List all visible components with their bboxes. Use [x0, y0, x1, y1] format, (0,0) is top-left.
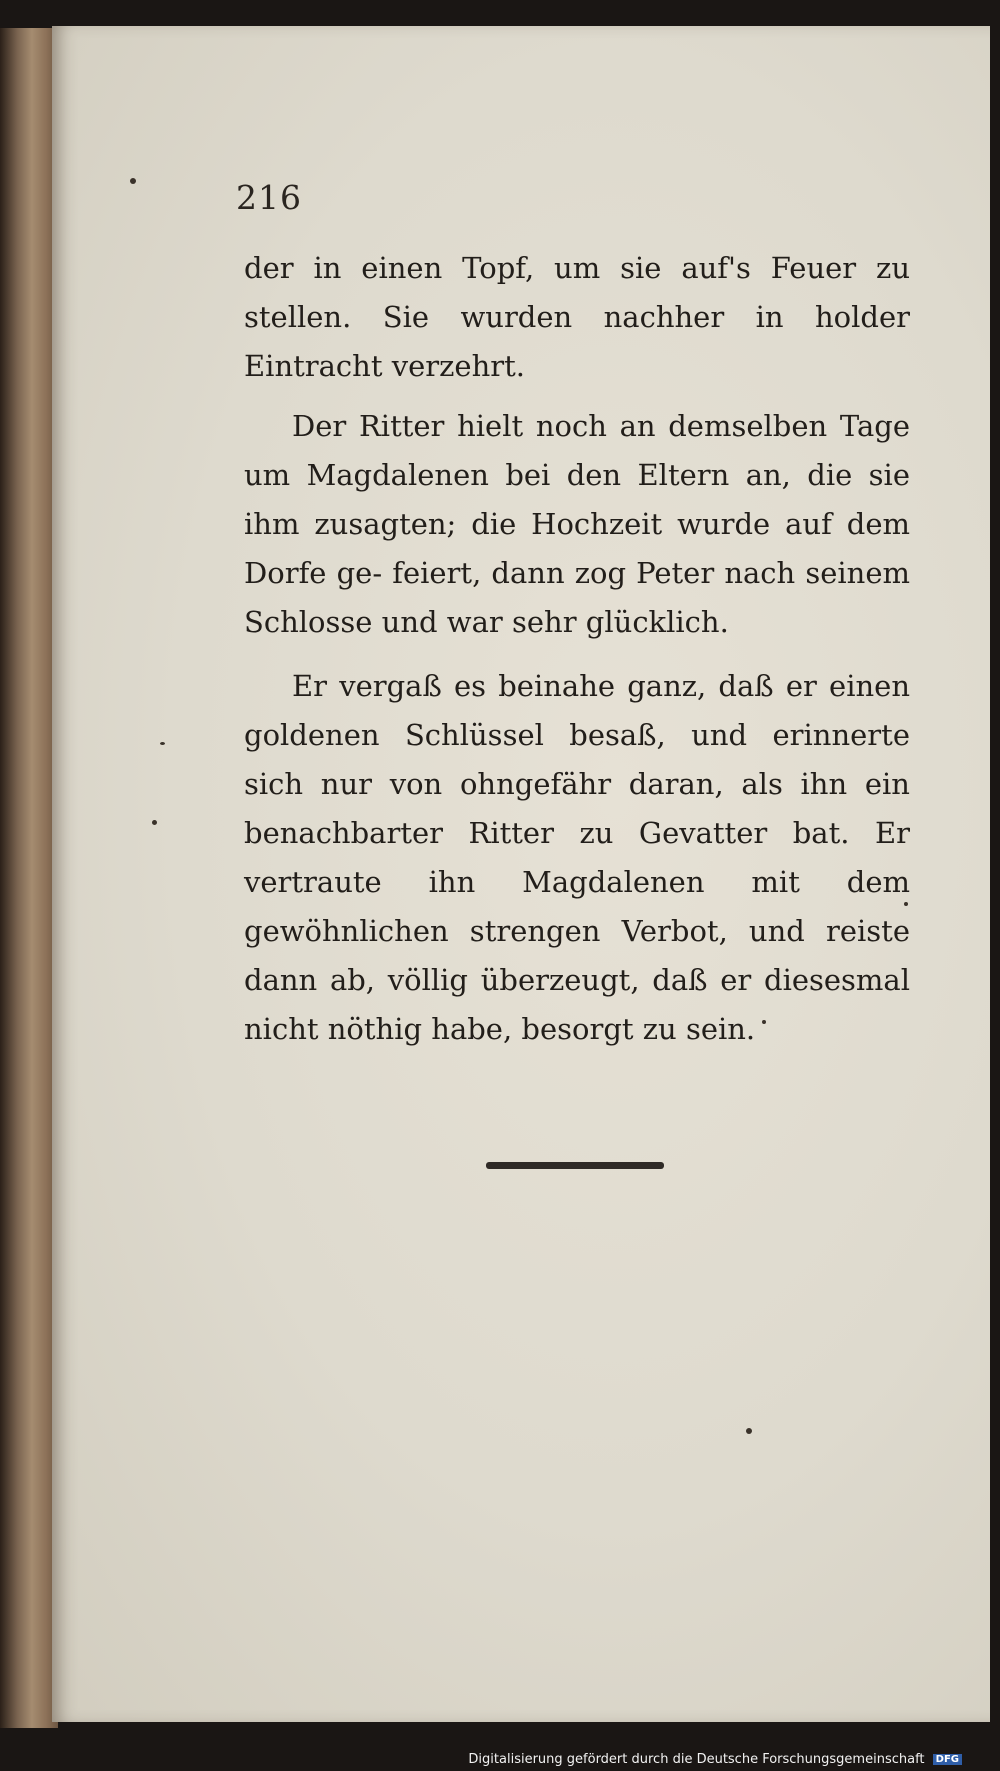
paper-speck [130, 178, 136, 184]
paragraph-1: der in einen Topf, um sie auf's Feuer zu stellen. Sie wurden nachher in holder Eintracht verzehrt. [244, 251, 910, 383]
end-of-chapter-rule [486, 1162, 664, 1169]
footer-credit: Digitalisierung gefördert durch die Deutsche Forschungsgemeinschaft [468, 1752, 925, 1767]
paper-speck [746, 1428, 752, 1434]
book-edge [0, 28, 58, 1728]
paragraph-2: Der Ritter hielt noch an demselben Tage um Magdalenen bei den Eltern an, die sie ihm zusagten; die Hochzeit wurde auf dem Dorfe ge- feiert, dann zog Peter nach seinem Schlosse und war sehr glücklich. [244, 409, 910, 639]
paper-speck [160, 742, 165, 745]
digitization-footer [468, 1752, 962, 1767]
paper-speck [152, 820, 157, 825]
paragraph-3: Er vergaß es beinahe ganz, daß er einen goldenen Schlüssel besaß, und erinnerte sich nur von ohngefähr daran, als ihn ein benachbarter Ritter zu Gevatter bat. Er vertraute ihn Magdalenen mit dem gewöhnlichen strengen Verbot, und reiste dann ab, völlig überzeugt, daß er diesesmal nicht nöthig habe, besorgt zu sein. [244, 669, 910, 1046]
page-number: 216 [236, 178, 302, 217]
dfg-logo: DFG [933, 1754, 962, 1765]
